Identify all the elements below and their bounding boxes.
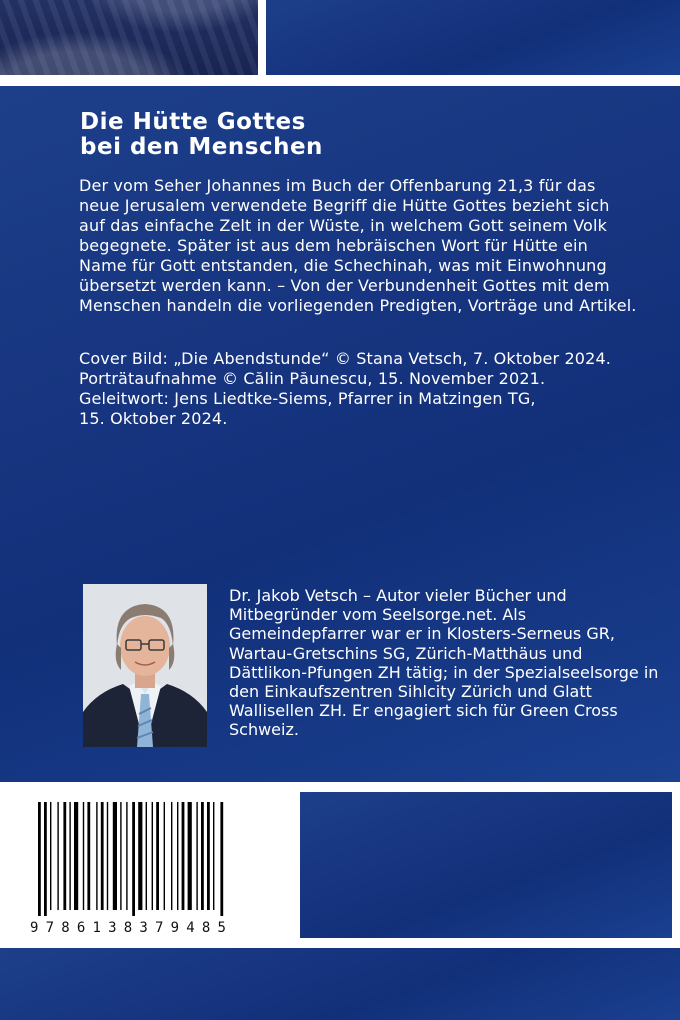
barcode-bar [107,802,108,910]
barcode-bar [74,802,78,910]
barcode-bar [152,802,153,910]
top-cover-photo-strip [0,0,258,75]
book-title [80,110,600,160]
barcode-bar [96,802,97,910]
barcode-bar [201,802,204,910]
barcode-bar [83,802,84,910]
foreword-credit: Geleitwort: Jens Liedtke-Siems, Pfarrer in Matzingen TG, [79,389,536,408]
barcode-bar [63,802,66,910]
isbn-digits: 9786138379485 [30,920,234,936]
barcode-bar [38,802,41,916]
title-line-2: bei den Menschen [80,134,323,160]
barcode-bar [146,802,147,910]
barcode-bar [120,802,121,910]
barcode-bar [220,802,223,916]
barcode-bar [171,802,172,910]
cover-credit: Cover Bild: „Die Abendstunde“ © Stana Vetsch, 7. Oktober 2024. [79,349,612,368]
barcode-bar [207,802,210,910]
barcode-bar [196,802,197,910]
author-bio: Dr. Jakob Vetsch – Autor vieler Bücher und Mitbegründer vom Seelsorge.net. Als Gemeindepfarrer war er in Klosters-Serneus GR, Wartau-Gretschins SG, Zürich-Matthäus und Dättlikon-Pfungen ZH tätig; in der Spezialseelsorge in den Einkaufszentren Sihlcity Zürich und Glatt Wallisellen ZH. Er engagiert sich für Green Cross Schweiz. [229,586,659,740]
barcode-bar [213,802,214,910]
barcode-bars [30,798,270,916]
barcode-bar [156,802,159,910]
barcode-bar [188,802,192,910]
title-line-1: Die Hütte Gottes [80,109,306,135]
foreword-date: 15. Oktober 2024. [79,409,228,428]
book-description: Der vom Seher Johannes im Buch der Offenbarung 21,3 für das neue Jerusalem verwendete Begriff die Hütte Gottes bezieht sich auf das einfache Zelt in der Wüste, in welchem Gott seinem Volk begegnete. Später ist aus dem hebräischen Wort für Hütte ein Name für Gott entstanden, die Schechinah, was mit Einwohnung übersetzt werden kann. – Von der Verbundenheit Gottes mit dem Menschen handeln die vorliegenden Predigten, Vorträge und Artikel. [79,176,637,315]
bottom-blue-block [300,792,672,938]
barcode-bar [132,802,135,916]
barcode-bar [101,802,104,910]
barcode-bar [138,802,142,910]
credits-block [79,349,639,429]
barcode-bar [50,802,51,910]
barcode-bar [177,802,178,910]
barcode [30,798,270,940]
barcode-bar [126,802,127,910]
bottom-blue-strip [0,948,680,1020]
barcode-bar [57,802,58,910]
barcode-bar [113,802,117,910]
barcode-bar [87,802,90,910]
portrait-credit: Porträtaufnahme © Călin Păunescu, 15. November 2021. [79,369,546,388]
top-blue-block [266,0,680,75]
barcode-bar [69,802,70,910]
barcode-bar [182,802,185,910]
author-photo [83,584,207,747]
barcode-bar [44,802,47,916]
barcode-bar [164,802,165,910]
